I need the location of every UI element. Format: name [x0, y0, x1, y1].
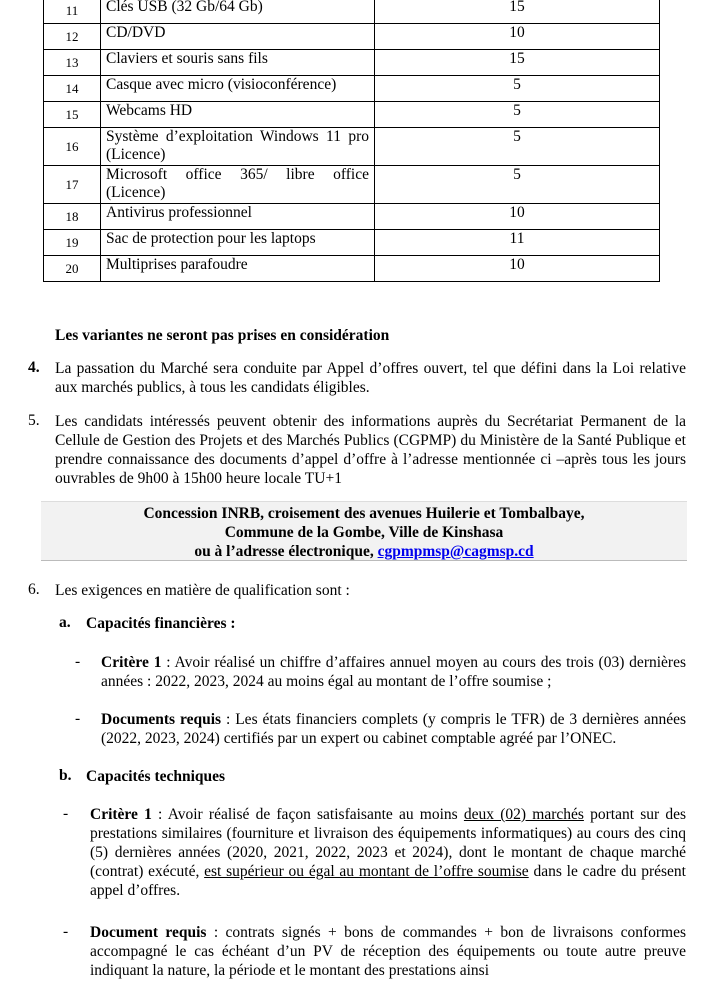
- table-row: [44, 50, 660, 76]
- items-table: [43, 0, 660, 282]
- row-quantity: 5: [375, 128, 660, 166]
- fin-docs-text: : Les états financiers complets (y compris le TFR) de 3 dernières années (2022, 2023, 2024) certifiés par un expert ou cabinet comptable agréé par l’ONEC.: [101, 711, 686, 747]
- variantes-note: Les variantes ne seront pas prises en considération: [55, 327, 390, 344]
- item-5-text: Les candidats intéressés peuvent obtenir des informations auprès du Secrétariat Permanent de la Cellule de Gestion des Projets et des Marchés Publics (CGPMP) du Ministère de la Santé Publique et prendre connaissance des documents d’appel d’offre à l’adresse mentionnée ci –après tous les jours ouvrables de 9h00 à 15h00 heure locale TU+1: [55, 413, 686, 487]
- row-number: 14: [44, 76, 101, 102]
- section-b-title: Capacités techniques: [86, 768, 226, 785]
- table-row: [44, 256, 660, 282]
- table-row: [44, 230, 660, 256]
- row-number: 17: [44, 166, 101, 204]
- row-designation: Sac de protection pour les laptops: [101, 230, 375, 256]
- fin-criterion-text: : Avoir réalisé un chiffre d’affaires annuel moyen au cours des trois (03) dernières années : 2022, 2023, 2024 au moins égal au montant de l’offre soumise ;: [101, 654, 686, 690]
- tech-docs-label: Document requis: [90, 924, 207, 941]
- fin-criterion: [101, 653, 686, 691]
- table-row: [44, 166, 660, 204]
- row-quantity: 10: [375, 24, 660, 50]
- item-4-number: 4.: [28, 359, 40, 376]
- tech-docs-text: : contrats signés + bons de commandes + bon de livraisons conformes accompagné le cas échéant d’un PV de réception des équipements ou toute autre preuve indiquant la nature, la période et le montant des prestations ainsi: [90, 924, 686, 979]
- tech-criterion: [90, 805, 686, 900]
- tech-criterion-text-3: dans le cadre du présent appel d’offres.: [90, 863, 686, 899]
- address-box: [41, 501, 687, 561]
- row-quantity: 11: [375, 230, 660, 256]
- email-link[interactable]: cgpmpmsp@cagmsp.cd: [377, 543, 534, 560]
- row-designation: Système d’exploitation Windows 11 pro (Licence): [101, 128, 375, 166]
- section-b-label: b.: [59, 767, 72, 784]
- row-quantity: 10: [375, 256, 660, 282]
- row-quantity: 5: [375, 76, 660, 102]
- item-6-number: 6.: [28, 581, 40, 598]
- row-designation: Clés USB (32 Gb/64 Gb): [101, 0, 375, 24]
- row-number: 18: [44, 204, 101, 230]
- row-designation: Casque avec micro (visioconférence): [101, 76, 375, 102]
- row-number: 20: [44, 256, 101, 282]
- row-designation: Webcams HD: [101, 102, 375, 128]
- tech-criterion-underline-1: deux (02) marchés: [463, 806, 584, 823]
- fin-docs: [101, 710, 686, 748]
- row-quantity: 5: [375, 166, 660, 204]
- item-6-text: Les exigences en matière de qualification sont :: [55, 582, 350, 599]
- tech-docs-dash: -: [63, 923, 69, 940]
- table-row: [44, 102, 660, 128]
- table-row: [44, 24, 660, 50]
- row-number: 12: [44, 24, 101, 50]
- row-number: 11: [44, 0, 101, 24]
- tech-criterion-text-1: : Avoir réalisé de façon satisfaisante au moins: [151, 806, 464, 823]
- row-quantity: 15: [375, 50, 660, 76]
- row-quantity: 10: [375, 204, 660, 230]
- row-designation: Antivirus professionnel: [101, 204, 375, 230]
- address-line-1: Concession INRB, croisement des avenues Huilerie et Tombalbaye,: [143, 505, 585, 522]
- row-designation: Claviers et souris sans fils: [101, 50, 375, 76]
- row-number: 15: [44, 102, 101, 128]
- table-row: [44, 0, 660, 24]
- tech-criterion-underline-2: est supérieur ou égal au montant de l’offre soumise: [204, 863, 529, 880]
- table-row: [44, 128, 660, 166]
- row-designation: Microsoft office 365/ libre office (Licence): [101, 166, 375, 204]
- fin-docs-label: Documents requis: [101, 711, 222, 728]
- row-quantity: 15: [375, 0, 660, 24]
- address-prefix: ou à l’adresse électronique,: [194, 543, 378, 560]
- fin-criterion-label: Critère 1: [101, 654, 162, 671]
- fin-docs-dash: -: [75, 710, 81, 727]
- row-number: 13: [44, 50, 101, 76]
- tech-criterion-dash: -: [63, 805, 69, 822]
- tech-criterion-text-2: portant sur des prestations similaires (fourniture et livraison des équipements informatiques) au cours des cinq (5) dernières années (2020, 2021, 2022, 2023 et 2024), dont le montant de chaque marché (contrat) exécuté,: [90, 806, 687, 880]
- row-number: 19: [44, 230, 101, 256]
- row-number: 16: [44, 128, 101, 166]
- row-designation: CD/DVD: [101, 24, 375, 50]
- row-designation: Multiprises parafoudre: [101, 256, 375, 282]
- address-line-2: Commune de la Gombe, Ville de Kinshasa: [224, 524, 504, 541]
- item-5-number: 5.: [28, 412, 40, 429]
- item-4-text: La passation du Marché sera conduite par Appel d’offres ouvert, tel que défini dans la Loi relative aux marchés publics, à tous les candidats éligibles.: [55, 360, 686, 396]
- table-row: [44, 76, 660, 102]
- tech-criterion-label: Critère 1: [90, 806, 152, 823]
- table-row: [44, 204, 660, 230]
- section-a-label: a.: [59, 614, 71, 631]
- row-quantity: 5: [375, 102, 660, 128]
- fin-criterion-dash: -: [75, 653, 81, 670]
- section-a-title: Capacités financières :: [86, 615, 236, 632]
- address-line-3: [41, 542, 687, 561]
- tech-docs: [90, 923, 686, 980]
